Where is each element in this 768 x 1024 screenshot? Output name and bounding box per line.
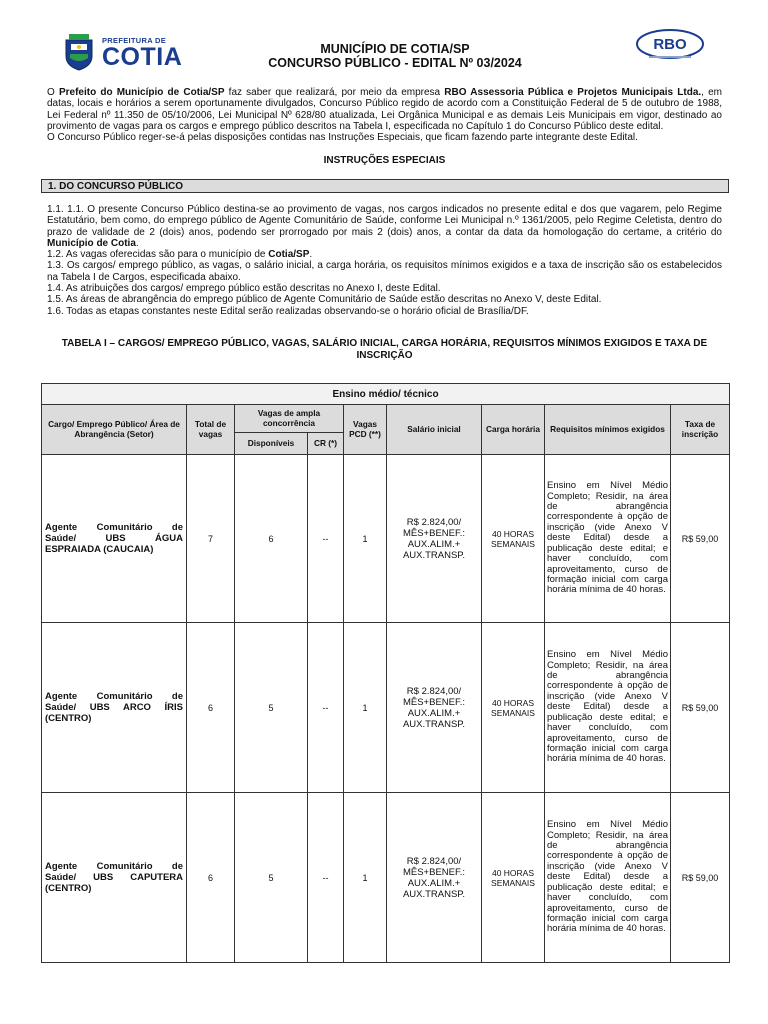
col-header-carga: Carga horária (482, 405, 545, 455)
document-title (210, 42, 580, 70)
item-1-3: 1.3. Os cargos/ emprego público, as vagas, o salário inicial, a carga horária, os requisitos mínimos exigidos e a taxa de inscrição são os estabelecidos na Tabela I de Cargos, especificada abaixo. (47, 260, 722, 283)
cell-pcd: 1 (344, 793, 387, 963)
intro-p2: O Concurso Público reger-se-á pelas disposições contidas nas Instruções Especiais, que ficam fazendo parte integrante deste Edital. (47, 132, 638, 144)
table-row (42, 623, 730, 793)
item-bold: Cotia/SP (268, 249, 310, 261)
cell-disponiveis: 6 (235, 455, 308, 623)
item-text: 1.2. As vagas oferecidas são para o município de (47, 249, 269, 261)
intro-text: O (47, 87, 59, 98)
cell-requisitos: Ensino em Nível Médio Completo; Residir, na área de abrangência correspondente à opção de inscrição (vide Anexo V deste Edital) desde a publicação deste edital; e haver concluído, com aproveitamento, curso de formação inicial com carga horária mínima de 40 horas. (545, 793, 671, 963)
table-title: TABELA I – CARGOS/ EMPREGO PÚBLICO, VAGAS, SALÁRIO INICIAL, CARGA HORÁRIA, REQUISITOS MÍNIMOS EXIGIDOS E TAXA DE INSCRIÇÃO (61, 338, 708, 361)
cell-disponiveis: 5 (235, 793, 308, 963)
col-header-total: Total de vagas (187, 405, 235, 455)
cell-cargo: Agente Comunitário de Saúde/ UBS ARCO ÍRIS (CENTRO) (42, 623, 187, 793)
cell-taxa: R$ 59,00 (671, 623, 730, 793)
cotia-logo (62, 30, 192, 74)
cell-taxa: R$ 59,00 (671, 793, 730, 963)
table-row (42, 793, 730, 963)
intro-text: , em datas, locais e horários a serem oportunamente divulgados, Concurso Público regido de acordo com a Constituição Federal de 5 de outubro de 1988, Lei Federal nº 11.350 de 05/10/2006, Lei Municipal Nº 628/80 atualizada, Lei Orgânica Municipal e as demais Leis Municipais em vigor, destinado ao provimento de vagas para os cargos e emprego público descritos na Tabela I, especificada no Capítulo 1 do Concurso Público deste edital. (47, 87, 723, 132)
cell-cr: -- (308, 793, 344, 963)
intro-paragraph (47, 87, 722, 143)
table-header-row (42, 405, 730, 433)
cell-salario: R$ 2.824,00/ MÊS+BENEF.: AUX.ALIM.+ AUX.TRANSP. (387, 793, 482, 963)
education-level-band: Ensino médio/ técnico (42, 384, 730, 405)
section-1-heading: 1. DO CONCURSO PÚBLICO (41, 179, 729, 193)
cell-total: 6 (187, 793, 235, 963)
cell-cargo: Agente Comunitário de Saúde/ UBS ÁGUA ESPRAIADA (CAUCAIA) (42, 455, 187, 623)
cell-carga: 40 HORAS SEMANAIS (482, 793, 545, 963)
cell-disponiveis: 5 (235, 623, 308, 793)
intro-p1 (47, 87, 722, 132)
logo-prefix-text: PREFEITURA DE (102, 36, 167, 45)
intro-text: faz saber que realizará, por meio da empresa (224, 87, 445, 98)
cell-requisitos: Ensino em Nível Médio Completo; Residir, na área de abrangência correspondente à opção de inscrição (vide Anexo V deste Edital) desde a publicação deste edital; e haver concluído, com aproveitamento, curso de formação inicial com carga horária mínima de 40 horas. (545, 455, 671, 623)
col-header-salario: Salário inicial (387, 405, 482, 455)
cell-taxa: R$ 59,00 (671, 455, 730, 623)
logo-name-text: COTIA (102, 43, 183, 71)
cell-total: 6 (187, 623, 235, 793)
cell-salario: R$ 2.824,00/ MÊS+BENEF.: AUX.ALIM.+ AUX.TRANSP. (387, 623, 482, 793)
rbo-logo (635, 28, 705, 64)
item-bold: Município de Cotia (47, 237, 136, 249)
col-header-cr: CR (*) (308, 433, 344, 455)
col-header-ampla: Vagas de ampla concorrência (235, 405, 344, 433)
cell-carga: 40 HORAS SEMANAIS (482, 455, 545, 623)
table-row (42, 455, 730, 623)
item-1-5: 1.5. As áreas de abrangência do emprego público de Agente Comunitário de Saúde estão descritas no Anexo V, deste Edital. (47, 294, 602, 306)
col-header-taxa: Taxa de inscrição (671, 405, 730, 455)
cell-total: 7 (187, 455, 235, 623)
cell-salario: R$ 2.824,00/ MÊS+BENEF.: AUX.ALIM.+ AUX.TRANSP. (387, 455, 482, 623)
col-header-pcd: Vagas PCD (**) (344, 405, 387, 455)
title-line-1: MUNICÍPIO DE COTIA/SP (320, 42, 470, 56)
intro-bold-prefeito: Prefeito do Município de Cotia/SP (58, 87, 225, 98)
item-1-1 (47, 204, 722, 249)
cell-pcd: 1 (344, 623, 387, 793)
instrucoes-title: INSTRUÇÕES ESPECIAIS (323, 155, 446, 166)
rbo-logo-text: RBO (653, 36, 687, 53)
cell-cargo: Agente Comunitário de Saúde/ UBS CAPUTERA (CENTRO) (42, 793, 187, 963)
cell-cr: -- (308, 623, 344, 793)
item-1-2 (47, 249, 722, 260)
item-text: 1.1. 1.1. O presente Concurso Público destina-se ao provimento de vagas, nos cargos indicados no presente edital e dos que vagarem, pelo Regime Estatutário, bem como, do emprego público de Agente Comunitário de Saúde, conforme Lei Municipal n.º 1361/2005, pelo Regime Celetista, dentro do prazo de validade de 2 (dois) anos, podendo ser prorrogado por mais 2 (dois) anos, a contar da data da homologação do certame, a critério do (47, 204, 722, 238)
item-text: . (135, 237, 139, 249)
col-header-cargo: Cargo/ Emprego Público/ Área de Abrangência (Setor) (42, 405, 187, 455)
cargos-table (41, 383, 730, 963)
item-1-4: 1.4. As atribuições dos cargos/ emprego público estão descritas no Anexo I, deste Edital. (47, 283, 441, 295)
cell-cr: -- (308, 455, 344, 623)
cell-carga: 40 HORAS SEMANAIS (482, 623, 545, 793)
item-text: . (309, 249, 313, 261)
section-1-body (47, 204, 722, 317)
title-line-2: CONCURSO PÚBLICO - EDITAL Nº 03/2024 (268, 56, 522, 70)
col-header-disponiveis: Disponíveis (235, 433, 308, 455)
page-header (40, 28, 730, 78)
item-1-6: 1.6. Todas as etapas constantes neste Edital serão realizadas observando-se o horário oficial de Brasília/DF. (47, 305, 529, 317)
intro-bold-empresa: RBO Assessoria Pública e Projetos Municipais Ltda. (444, 87, 702, 98)
table-band-row (42, 384, 730, 405)
coat-of-arms-icon (62, 32, 96, 72)
cell-pcd: 1 (344, 455, 387, 623)
cell-requisitos: Ensino em Nível Médio Completo; Residir, na área de abrangência correspondente à opção de inscrição (vide Anexo V deste Edital) desde a publicação deste edital; e haver concluído, com aproveitamento, curso de formação inicial com carga horária mínima de 40 horas. (545, 623, 671, 793)
col-header-requisitos: Requisitos mínimos exigidos (545, 405, 671, 455)
